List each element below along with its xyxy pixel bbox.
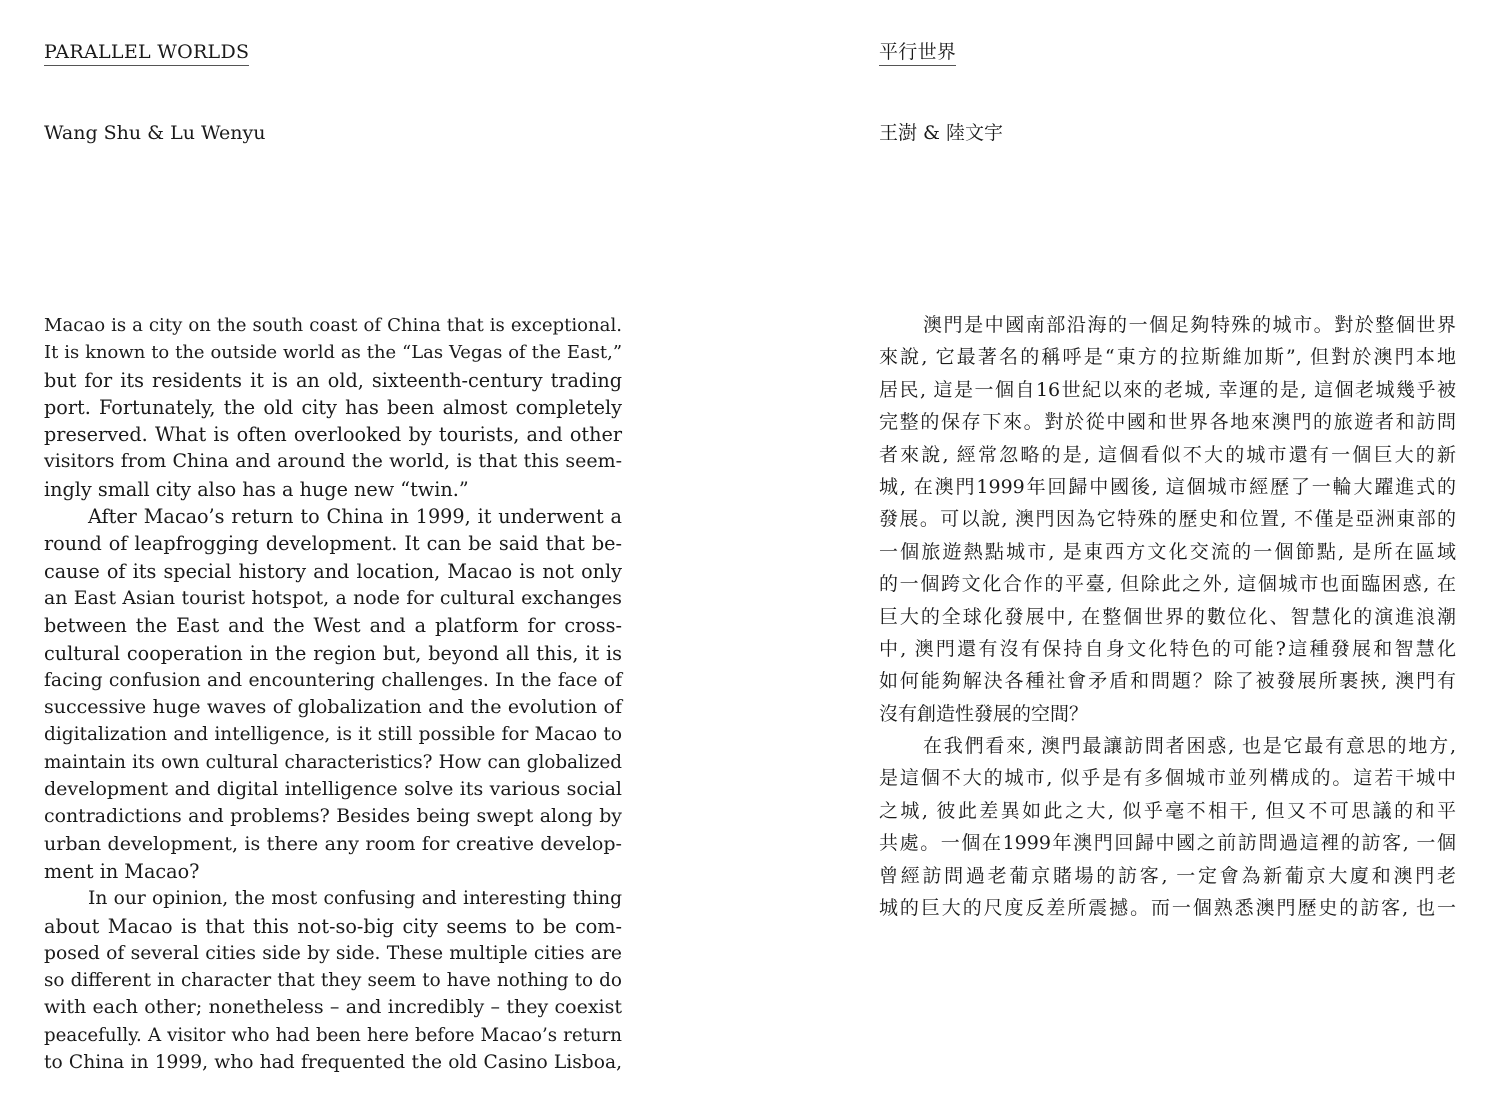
text-line: digitalization and intelligence, is it still possible for Macao to	[44, 724, 622, 746]
text-line: 曾經訪問過老葡京賭場的訪客, 一定會為新葡京大廈和澳門老	[879, 864, 1456, 887]
text-line: between the East and the West and a platform for cross-	[44, 614, 622, 638]
text-line: 巨大的全球化發展中, 在整個世界的數位化、智慧化的演進浪潮	[879, 605, 1456, 628]
text-line: visitors from China and around the world, is that this seem-	[44, 450, 622, 473]
text-line: ingly small city also has a huge new “twin.”	[44, 477, 469, 501]
text-line: facing confusion and encountering challenges. In the face of	[44, 669, 622, 691]
text-line: 來說, 它最著名的稱呼是“東方的拉斯維加斯”, 但對於澳門本地	[879, 346, 1456, 369]
text-line: 發展。可以說, 澳門因為它特殊的歷史和位置, 不僅是亞洲東部的	[879, 508, 1456, 531]
text-line: about Macao is that this not-so-big city seems to be com-	[44, 914, 622, 938]
text-line: urban development, is there any room for creative develop-	[44, 832, 622, 855]
text-line: successive huge waves of globalization and the evolution of	[44, 696, 622, 719]
text-line: preserved. What is often overlooked by tourists, and other	[44, 423, 622, 447]
text-line: It is known to the outside world as the “Las Vegas of the East,”	[44, 342, 622, 364]
text-line: with each other; nonetheless – and incredibly – they coexist	[44, 996, 622, 1019]
text-line: 在我們看來, 澳門最讓訪問者困惑, 也是它最有意思的地方,	[923, 735, 1456, 758]
text-line: 完整的保存下來。對於從中國和世界各地來澳門的旅遊者和訪問	[879, 411, 1456, 434]
text-line: posed of several cities side by side. These multiple cities are	[44, 942, 622, 964]
body-text	[879, 309, 1456, 924]
body-text	[44, 312, 622, 1076]
text-line: 共處。一個在1999年澳門回歸中國之前訪問過這裡的訪客, 一個	[879, 832, 1456, 855]
text-line: 中, 澳門還有沒有保持自身文化特色的可能?這種發展和智慧化	[879, 637, 1456, 660]
text-line: ment in Macao?	[44, 859, 200, 883]
text-line: 城, 在澳門1999年回歸中國後, 這個城市經歷了一輪大躍進式的	[879, 475, 1456, 498]
text-line: peacefully. A visitor who had been here before Macao’s return	[44, 1024, 622, 1046]
text-line: port. Fortunately, the old city has been almost completely	[44, 395, 622, 419]
text-line: but for its residents it is an old, sixteenth-century trading	[44, 368, 622, 392]
text-line: to China in 1999, who had frequented the old Casino Lisboa,	[44, 1052, 622, 1074]
text-line: 是這個不大的城市, 似乎是有多個城市並列構成的。這若干城中	[879, 767, 1456, 790]
text-line: 的一個跨文化合作的平臺, 但除此之外, 這個城市也面臨困惑, 在	[879, 573, 1456, 596]
text-line: 者來說, 經常忽略的是, 這個看似不大的城市還有一個巨大的新	[879, 443, 1456, 466]
text-line: an East Asian tourist hotspot, a node for cultural exchanges	[44, 586, 622, 609]
text-line: 之城, 彼此差異如此之大, 似乎毫不相干, 但又不可思議的和平	[879, 799, 1456, 822]
text-line: maintain its own cultural characteristics? How can globalized	[44, 751, 622, 773]
text-line: Macao is a city on the south coast of China that is exceptional.	[44, 315, 622, 336]
text-line: 如何能夠解決各種社會矛盾和問題？除了被發展所裹挾, 澳門有	[879, 670, 1456, 693]
text-line: 居民, 這是一個自16世紀以來的老城, 幸運的是, 這個老城幾乎被	[879, 378, 1456, 401]
text-line: so different in character that they seem to have nothing to do	[44, 970, 622, 992]
text-line: round of leapfrogging development. It can be said that be-	[44, 532, 622, 556]
text-line: 一個旅遊熱點城市, 是東西方文化交流的一個節點, 是所在區域	[879, 540, 1456, 563]
text-line: cultural cooperation in the region but, beyond all this, it is	[44, 641, 622, 665]
text-line: contradictions and problems? Besides being swept along by	[44, 805, 622, 828]
text-line: 澳門是中國南部沿海的一個足夠特殊的城市。對於整個世界	[923, 314, 1456, 336]
page-title: PARALLEL WORLDS	[44, 40, 249, 66]
text-line: 城的巨大的尺度反差所震撼。而一個熟悉澳門歷史的訪客, 也一	[879, 897, 1456, 920]
text-line: cause of its special history and location, Macao is not only	[44, 559, 622, 583]
text-line: development and digital intelligence solve its various social	[44, 778, 622, 801]
text-line: In our opinion, the most confusing and interesting thing	[88, 888, 622, 910]
page-title: 平行世界	[879, 40, 956, 66]
text-line: After Macao’s return to China in 1999, it underwent a	[88, 505, 622, 529]
text-line: 沒有創造性發展的空間？	[879, 702, 1089, 725]
authors: 王澍 & 陸文宇	[879, 122, 1003, 144]
authors: Wang Shu & Lu Wenyu	[44, 122, 266, 144]
